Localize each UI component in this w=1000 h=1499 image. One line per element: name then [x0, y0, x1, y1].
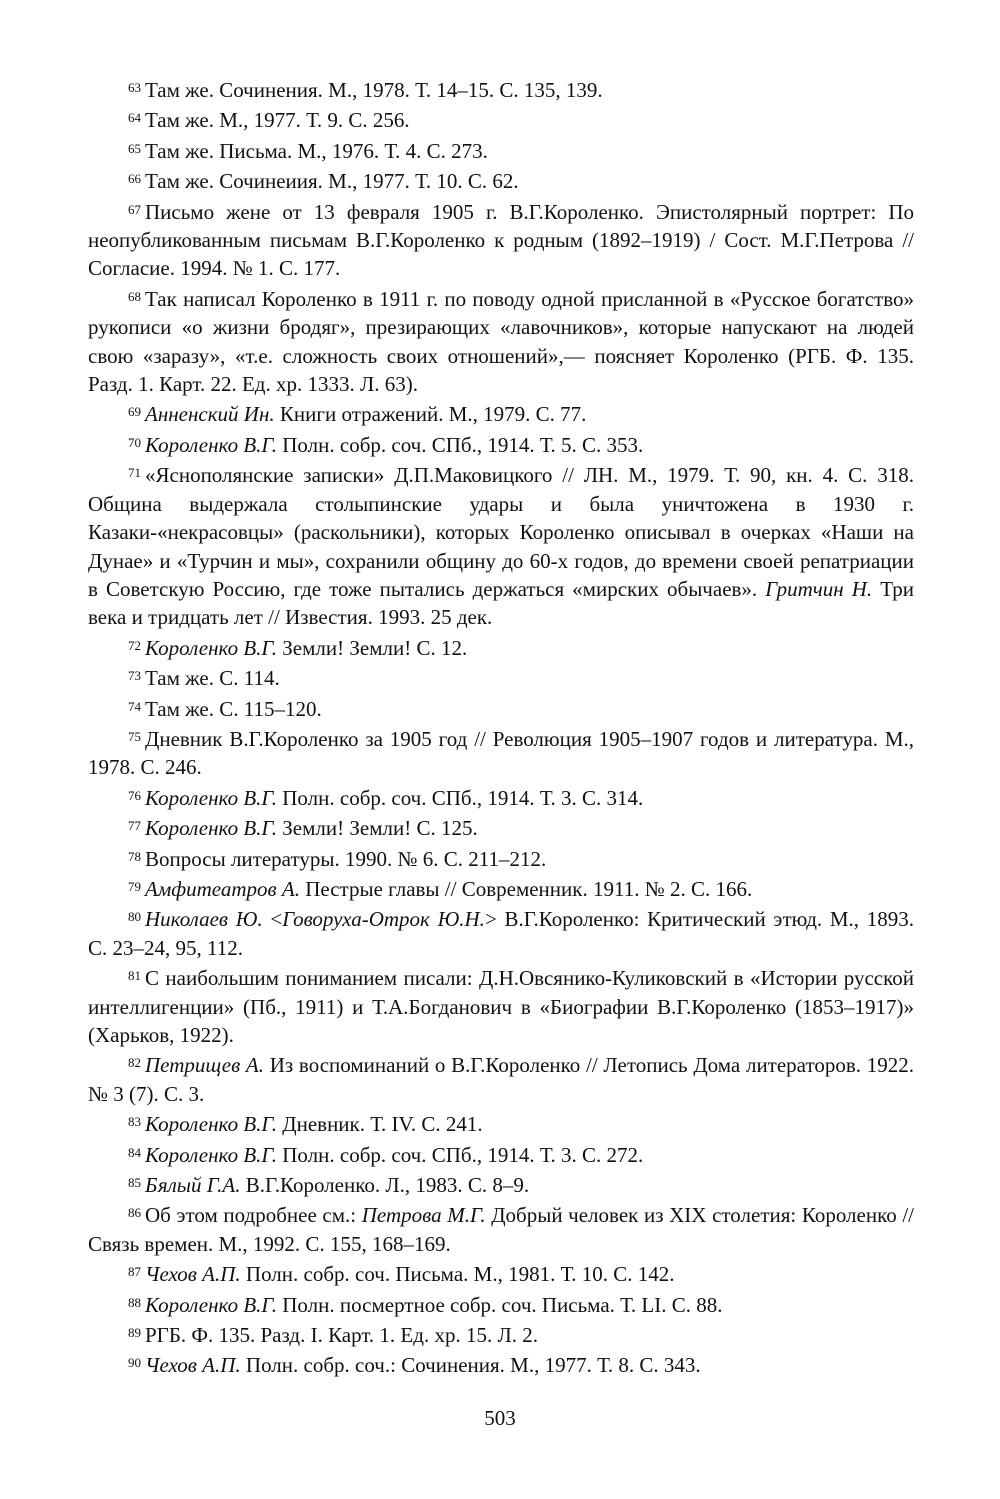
- endnote: [88, 1319, 914, 1349]
- endnote-author: Короленко В.Г.: [145, 1112, 278, 1137]
- endnote-text: Полн. собр. соч. СПб., 1914. Т. 3. С. 272.: [277, 1142, 644, 1167]
- endnote-number: 64: [128, 110, 141, 126]
- endnote-text: Там же. Письма. М., 1976. Т. 4. С. 273.: [145, 138, 488, 163]
- endnote-number: 69: [128, 404, 141, 420]
- endnote: [88, 459, 914, 631]
- endnote-text: Письмо жене от 13 февраля 1905 г. В.Г.Короленко. Эпистолярный портрет: По неопубликованным письмам В.Г.Короленко к родным (1892–1919) / Сост. М.Г.Петрова // Согласие. 1994. № 1. С. 177.: [88, 199, 914, 281]
- endnote-author: Короленко В.Г.: [145, 432, 278, 457]
- endnote-author: Николаев Ю.: [145, 907, 263, 932]
- endnote-text: Полн. собр. соч.: Сочинения. М., 1977. Т. 8. С. 343.: [240, 1353, 701, 1378]
- endnote-text: <: [262, 907, 283, 932]
- endnote: [88, 196, 914, 283]
- endnote-text: Об этом подробнее см.:: [145, 1203, 362, 1228]
- endnote-number: 76: [128, 787, 141, 803]
- endnote-text: В.Г.Короленко. Л., 1983. С. 8–9.: [240, 1173, 530, 1198]
- endnote: [88, 135, 914, 165]
- endnote: [88, 1289, 914, 1319]
- endnote-number: 87: [128, 1264, 141, 1280]
- endnote-number: 89: [128, 1325, 141, 1341]
- endnote: [88, 662, 914, 692]
- endnote-number: 71: [128, 465, 141, 481]
- endnote-author: Петрова М.Г.: [361, 1203, 486, 1228]
- endnote-number: 86: [128, 1205, 141, 1221]
- endnotes-list: [88, 74, 914, 1380]
- endnote-number: 88: [128, 1294, 141, 1310]
- endnote-text: Три века и тридцать лет // Известия. 1993. 25 дек.: [88, 576, 914, 630]
- endnote-text: Земли! Земли! С. 12.: [277, 635, 468, 660]
- endnote-author: Короленко В.Г.: [145, 785, 278, 810]
- endnote-author: Анненский Ин.: [145, 402, 275, 427]
- endnote-text: Добрый человек из XIX столетия: Короленко // Связь времен. М., 1992. С. 155, 168–169.: [88, 1203, 915, 1256]
- endnote-text: Вопросы литературы. 1990. № 6. С. 211–212.: [145, 846, 547, 871]
- endnote-author: Бялый Г.А.: [145, 1173, 241, 1198]
- endnote-number: 68: [128, 288, 141, 304]
- endnote: [88, 1349, 914, 1379]
- endnote: [88, 782, 914, 812]
- endnote-text: Дневник В.Г.Короленко за 1905 год // Революция 1905–1907 годов и литература. М., 1978. С. 246.: [88, 726, 914, 780]
- endnote: [88, 74, 914, 104]
- endnote-number: 73: [128, 668, 141, 684]
- endnote-number: 80: [128, 909, 141, 925]
- endnote-number: 77: [128, 818, 141, 834]
- endnote-author: Петрищев А.: [145, 1053, 264, 1078]
- endnote: [88, 962, 914, 1049]
- endnote-text: Земли! Земли! С. 125.: [277, 816, 478, 841]
- endnote-text: Там же. С. 115–120.: [145, 696, 322, 721]
- endnote-author: Чехов А.П.: [145, 1353, 241, 1378]
- endnote-number: 75: [128, 728, 141, 744]
- endnote: [88, 903, 914, 962]
- endnote-number: 72: [128, 637, 141, 653]
- endnote: [88, 429, 914, 459]
- page-number: 503: [484, 1406, 516, 1430]
- endnote-text: Там же. М., 1977. Т. 9. С. 256.: [145, 108, 410, 133]
- endnote: [88, 1049, 914, 1108]
- endnote-text: «Яснополянские записки» Д.П.Маковицкого // ЛН. М., 1979. Т. 90, кн. 4. С. 318. Община выдержала столыпинские удары и была уничтожена в 1930 г. Казаки-«некрасовцы» (раскольники), которых Короленко описывал в очерках «Наши на Дунае» и «Турчин и мы», сохранили общину до 60-х годов, до времени своей репатриации в Советскую Россию, где тоже пытались держаться «мирских обычаев».: [88, 463, 914, 601]
- endnote-author: Чехов А.П.: [145, 1262, 241, 1287]
- endnote-text: Дневник. Т. IV. С. 241.: [277, 1112, 483, 1137]
- endnote-number: 90: [128, 1355, 141, 1371]
- endnote-author: Говоруха-Отрок Ю.Н.: [282, 907, 485, 932]
- endnote-text: Полн. посмертное собр. соч. Письма. Т. LI. С. 88.: [277, 1292, 723, 1317]
- endnote-number: 79: [128, 878, 141, 894]
- endnote-text: Там же. Сочинения. М., 1978. Т. 14–15. С. 135, 139.: [145, 78, 603, 102]
- endnote-author: Короленко В.Г.: [145, 635, 278, 660]
- endnote-number: 67: [128, 201, 141, 217]
- endnote-text: Полн. собр. соч. СПб., 1914. Т. 3. С. 314.: [277, 785, 644, 810]
- endnote-text: Книги отражений. М., 1979. С. 77.: [274, 402, 587, 427]
- endnote: [88, 1169, 914, 1199]
- endnote-number: 81: [128, 968, 141, 984]
- endnote-text: Полн. собр. соч. СПб., 1914. Т. 5. С. 353.: [277, 432, 644, 457]
- endnote-number: 63: [128, 80, 141, 95]
- endnote: [88, 843, 914, 873]
- endnote: [88, 632, 914, 662]
- endnote: [88, 283, 914, 399]
- endnote-number: 78: [128, 848, 141, 864]
- endnote-text: Так написал Короленко в 1911 г. по поводу одной присланной в «Русское богатство» рукописи «о жизни бродяг», презирающих «лавочников», которые напускают на людей свою «заразу», «т.е. сложность своих отношений»,— поясняет Короленко (РГБ. Ф. 135. Разд. 1. Карт. 22. Ед. хр. 1333. Л. 63).: [88, 286, 914, 397]
- endnote: [88, 1199, 914, 1258]
- endnote-text: Там же. Сочинеиия. М., 1977. Т. 10. С. 62.: [145, 169, 519, 194]
- endnote: [88, 1108, 914, 1138]
- endnote: [88, 812, 914, 842]
- endnote: [88, 1258, 914, 1288]
- endnote: [88, 398, 914, 428]
- endnote: [88, 165, 914, 195]
- endnote-number: 74: [128, 698, 141, 714]
- endnote: [88, 723, 914, 782]
- endnote: [88, 104, 914, 134]
- endnote-number: 66: [128, 171, 141, 187]
- endnote-author: Короленко В.Г.: [145, 816, 278, 841]
- endnote-text: Из воспоминаний о В.Г.Короленко // Летопись Дома литераторов. 1922. № 3 (7). С. 3.: [88, 1053, 914, 1106]
- endnote-number: 83: [128, 1114, 141, 1130]
- endnote-number: 85: [128, 1175, 141, 1191]
- endnote-text: Полн. собр. соч. Письма. М., 1981. Т. 10. С. 142.: [240, 1262, 675, 1287]
- endnote: [88, 1139, 914, 1169]
- endnote-author: Короленко В.Г.: [145, 1142, 278, 1167]
- endnote-text: РГБ. Ф. 135. Разд. I. Карт. 1. Ед. хр. 15. Л. 2.: [145, 1323, 538, 1348]
- endnote: [88, 693, 914, 723]
- endnote-text: > В.Г.Короленко: Критический этюд. М., 1893. С. 23–24, 95, 112.: [88, 907, 915, 960]
- endnote-number: 70: [128, 434, 141, 450]
- endnote-text: С наибольшим пониманием писали: Д.Н.Овсянико-Куликовский в «Истории русской интеллигенции» (Пб., 1911) и Т.А.Богданович в «Биографии В.Г.Короленко (1853–1917)» (Харьков, 1922).: [88, 966, 914, 1047]
- endnote-text: Там же. С. 114.: [145, 666, 280, 691]
- endnote-author: Короленко В.Г.: [145, 1292, 278, 1317]
- endnote-text: Пестрые главы // Современник. 1911. № 2. С. 166.: [299, 876, 753, 901]
- endnote-author: Гритчин Н.: [765, 576, 873, 601]
- endnote-number: 65: [128, 140, 141, 156]
- endnote-number: 82: [128, 1055, 141, 1071]
- endnote-author: Амфитеатров А.: [145, 876, 300, 901]
- endnote-number: 84: [128, 1144, 141, 1160]
- endnote: [88, 873, 914, 903]
